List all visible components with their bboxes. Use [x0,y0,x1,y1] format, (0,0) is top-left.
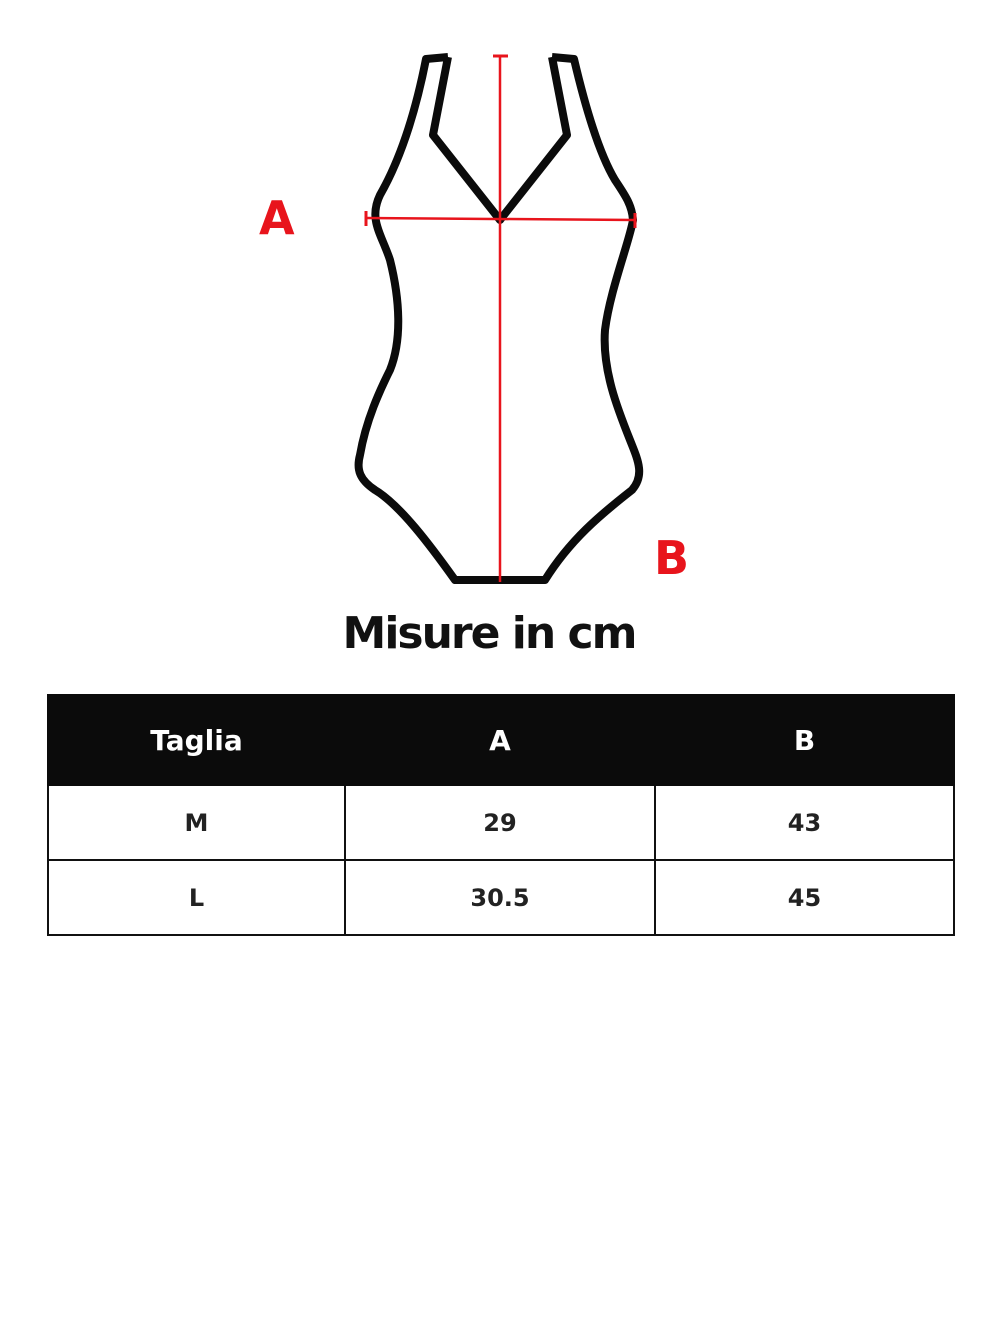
cell-size: L [48,860,345,935]
size-table [47,694,955,936]
header-a: A [345,695,655,785]
table-row [48,785,954,860]
header-taglia: Taglia [48,695,345,785]
swimsuit-icon [0,0,1000,600]
cell-a: 29 [345,785,655,860]
cell-size: M [48,785,345,860]
label-b: B [654,531,690,585]
measure-a-line [366,218,635,220]
page-title: Misure in cm [342,608,636,659]
cell-b: 43 [655,785,954,860]
header-b: B [655,695,954,785]
table-row [48,860,954,935]
cell-a: 30.5 [345,860,655,935]
table-header-row [48,695,954,785]
size-diagram [0,0,1000,600]
cell-b: 45 [655,860,954,935]
label-a: A [259,191,295,245]
